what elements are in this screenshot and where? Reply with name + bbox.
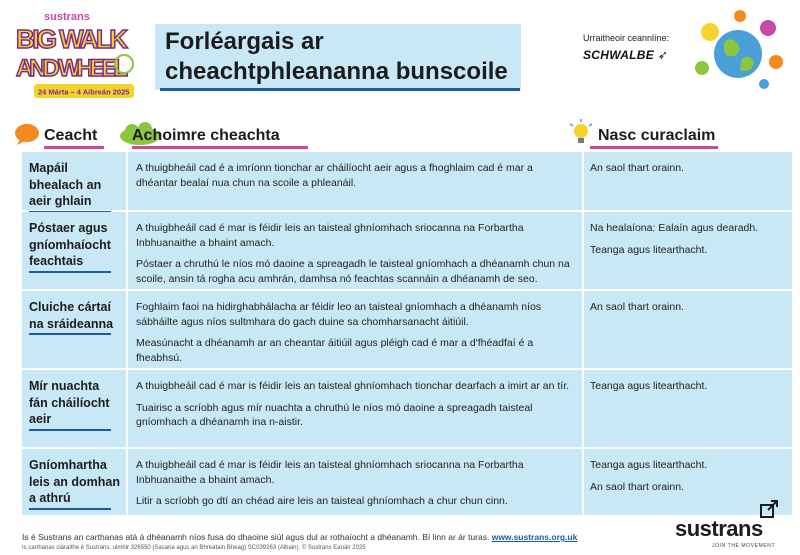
- summary-text: A thuigbheáil cad é mar is féidir leis an taisteal ghníomhach sriocanna na Forbartha Inbhuanaithe a bhaint amach.: [136, 459, 524, 486]
- curriculum-text: An saol thart orainn.: [590, 301, 684, 313]
- summary-cell: [128, 370, 584, 447]
- page-title: [155, 24, 521, 90]
- lesson-cell: [22, 152, 128, 210]
- lesson-title: Cluiche cártaí na sráideanna: [29, 300, 114, 331]
- sponsor-logo: [583, 48, 668, 62]
- footer-link[interactable]: www.sustrans.org.uk: [491, 532, 578, 542]
- table-row: [22, 370, 792, 449]
- logo-line1: BIG WALK: [16, 24, 128, 54]
- globe-illustration-icon: [680, 6, 792, 92]
- summary-text: Póstaer a chruthú le níos mó daoine a spreagadh le taisteal gníomhach a dhéanamh chun na scoile, ansin tá rogha acu amhrán, damhsa nó feachtas scannáin a dhéanamh de seo.: [136, 258, 570, 285]
- table-row: [22, 449, 792, 517]
- summary-cell: [128, 212, 584, 289]
- big-walk-and-wheel-logo: [8, 6, 136, 106]
- lesson-underline: [29, 429, 111, 431]
- column-header-curriculum-underline: [590, 146, 718, 149]
- logo-line2: AND WHEEL: [16, 55, 128, 82]
- table-row: [22, 291, 792, 370]
- lesson-cell: [22, 291, 128, 368]
- lesson-underline: [29, 333, 111, 335]
- speech-bubble-icon: [14, 122, 42, 146]
- curriculum-text: An saol thart orainn.: [590, 162, 684, 174]
- curriculum-cell: [584, 370, 792, 447]
- summary-text: Tuairisc a scríobh agus mír nuachta a chruthú le níos mó daoine a spreagadh taisteal gníomhach a dhéanamh ina n-aistir.: [136, 401, 533, 428]
- table-row: [22, 212, 792, 291]
- lesson-title: Gníomhartha leis an domhan a athrú: [29, 458, 120, 505]
- summary-text: A thuigbheáil cad é mar is féidir leis an taisteal ghníomhach tionchar dearfach a imirt ar an tír.: [136, 380, 570, 392]
- footer-legal: Is carthanas cláraithe é Sustrans, uimhir 326550 (Sasana agus an Bhreatain Bheag) SC039263 (Albain). © Sustrans Eanáir 2025: [22, 545, 366, 551]
- curriculum-text: Teanga agus litearthacht.: [590, 459, 708, 471]
- summary-cell: [128, 291, 584, 368]
- summary-text: A thuigbheáil cad é a imríonn tionchar ar cháilíocht aeir agus a fhoghlaim cad é mar a dhéantar bealaí nua chun na scoile a phleanáil.: [136, 162, 533, 189]
- sponsor-label: Urraitheoir ceannlíne:: [583, 33, 670, 43]
- column-header-lesson: Ceacht: [44, 127, 98, 144]
- column-header-lesson-underline: [44, 146, 104, 149]
- column-header-curriculum: Nasc curaclaim: [598, 127, 716, 144]
- summary-text: Litir a scríobh go dtí an chéad aire leis an taisteal ghníomhach a chur chun cinn.: [136, 495, 508, 507]
- title-line-2: cheachtphleananna bunscoile: [165, 58, 508, 85]
- logo-brand: sustrans: [44, 11, 90, 23]
- title-line-1: Forléargais ar: [165, 28, 324, 55]
- footer-statement: Is é Sustrans an carthanas atá á dhéanamh níos fusa do dhaoine siúl agus dul ar rothaíocht a dhéanamh. Bí linn ar ár turas.: [22, 532, 490, 542]
- curriculum-text: Na healaíona: Ealaín agus dearadh.: [590, 222, 759, 234]
- curriculum-cell: [584, 291, 792, 368]
- lesson-title: Mapáil bhealach an aeir ghlain: [29, 161, 102, 208]
- summary-text: Foghlaim faoi na hidirghabhálacha ar féidir leo an taisteal gníomhach a dhéanamh níos sábháilte agus níos sultmhara do gach duine sa chomharsanacht áitiúil.: [136, 301, 542, 328]
- column-header-summary-underline: [132, 146, 308, 149]
- title-underline: [160, 88, 520, 91]
- table-row: [22, 152, 792, 212]
- summary-text: A thuigbheáil cad é mar is féidir leis an taisteal ghníomhach sriocanna na Forbartha Inbhuanaithe a bhaint amach.: [136, 222, 524, 249]
- lesson-table: [22, 152, 792, 517]
- curriculum-text: Teanga agus litearthacht.: [590, 243, 708, 256]
- summary-cell: [128, 152, 584, 210]
- column-header-summary: Achoimre cheachta: [132, 127, 280, 144]
- lightbulb-icon: [567, 118, 595, 148]
- sponsor-name: SCHWALBE: [583, 48, 655, 62]
- logo-dates: 24 Márta – 4 Aibreán 2025: [38, 87, 130, 97]
- summary-text: Measúnacht a dhéanamh ar an cheantar áitiúil agus pléigh cad é mar a d'fhéadfaí é a fheabhsú.: [136, 337, 534, 364]
- lesson-underline: [29, 508, 111, 510]
- curriculum-text: Teanga agus litearthacht.: [590, 380, 708, 392]
- curriculum-text: An saol thart orainn.: [590, 480, 684, 493]
- sustrans-tagline: JOIN THE MOVEMENT: [712, 543, 776, 549]
- curriculum-cell: [584, 212, 792, 289]
- lesson-cell: [22, 370, 128, 447]
- lesson-cell: [22, 212, 128, 289]
- sustrans-logo: sustrans: [675, 516, 763, 541]
- lesson-title: Póstaer agus gníomhaíocht feachtais: [29, 221, 111, 268]
- curriculum-cell: [584, 152, 792, 210]
- lesson-title: Mír nuachta fán cháilíocht aeir: [29, 379, 110, 426]
- lesson-underline: [29, 271, 111, 273]
- swallow-icon: ➶: [657, 48, 669, 62]
- summary-cell: [128, 449, 584, 515]
- footer-text: [22, 532, 577, 542]
- lesson-cell: [22, 449, 128, 515]
